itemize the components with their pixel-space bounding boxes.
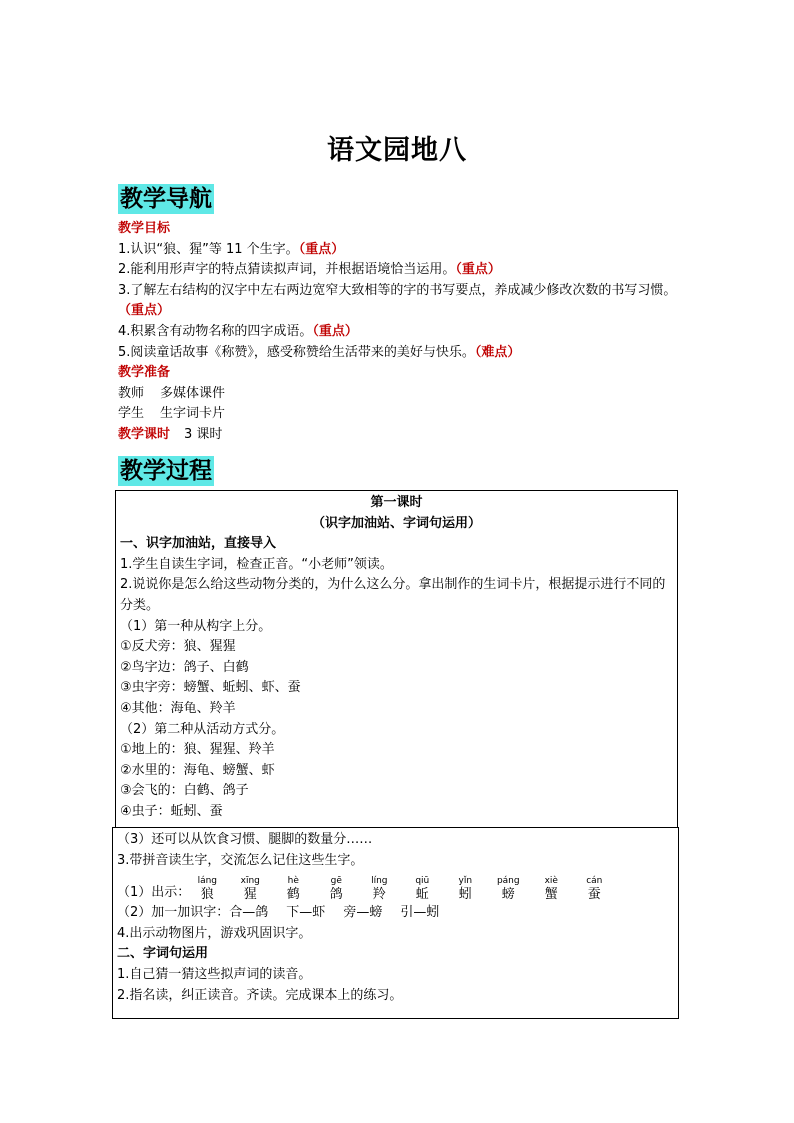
section-heading: 二、字词句运用 bbox=[117, 946, 209, 962]
goal-item: 4.积累含有动物名称的四字成语。（重点） bbox=[118, 323, 358, 339]
text-line: 4.出示动物图片，游戏巩固识字。 bbox=[117, 925, 312, 941]
pinyin-char: qiū 蚯 bbox=[415, 876, 430, 903]
pinyin-char: xīng 猩 bbox=[240, 876, 260, 903]
text-line: ④其他：海龟、羚羊 bbox=[120, 700, 236, 716]
pinyin-char: páng 螃 bbox=[496, 876, 520, 903]
pinyin-char: yǐn 蚓 bbox=[458, 876, 473, 903]
lesson-box-1 bbox=[115, 490, 678, 828]
text-line: （3）还可以从饮食习惯、腿脚的数量分…… bbox=[117, 832, 373, 847]
goal-item: 1.认识“狼、猩”等 11 个生字。（重点） bbox=[118, 241, 345, 257]
text-line: ①反犬旁：狼、猩猩 bbox=[120, 639, 236, 655]
text-line: 2.指名读，纠正读音。齐读。完成课本上的练习。 bbox=[117, 987, 403, 1003]
goal-item: 5.阅读童话故事《称赞》，感受称赞给生活带来的美好与快乐。（难点） bbox=[118, 344, 521, 360]
pinyin-char: líng 羚 bbox=[371, 876, 388, 903]
prep-item: 教师 多媒体课件 bbox=[118, 385, 226, 401]
text-line: ③会飞的：白鹤、鸽子 bbox=[120, 783, 249, 799]
text-line: ②水里的：海龟、螃蟹、虾 bbox=[120, 762, 275, 778]
page-title: 语文园地八 bbox=[327, 135, 467, 166]
process-heading: 教学过程 bbox=[120, 457, 212, 484]
goal-item: 2.能利用形声字的特点猜读拟声词，并根据语境恰当运用。（重点） bbox=[118, 262, 501, 278]
lesson-box-2 bbox=[112, 827, 679, 1019]
section-heading: 一、识字加油站，直接导入 bbox=[120, 536, 277, 552]
text-line: 2.说说你是怎么给这些动物分类的，为什么这么分。拿出制作的生词卡片，根据提示进行不同的分类。 bbox=[120, 577, 666, 613]
text-line: 3.带拼音读生字，交流怎么记住这些生字。 bbox=[117, 852, 364, 868]
prep-item: 学生 生字词卡片 bbox=[118, 406, 226, 422]
text-line: ③虫字旁：螃蟹、蚯蚓、虾、蚕 bbox=[120, 680, 301, 696]
text-line: （1）第一种从构字上分。 bbox=[120, 618, 272, 634]
pinyin-char: cán 蚕 bbox=[586, 876, 603, 903]
pinyin-char: xiè 蟹 bbox=[544, 876, 558, 903]
nav-heading: 教学导航 bbox=[120, 185, 212, 212]
pinyin-char: gē 鸽 bbox=[329, 876, 343, 903]
text-line: 1.自己猜一猜这些拟声词的读音。 bbox=[117, 966, 312, 982]
pinyin-char: hè 鹤 bbox=[286, 876, 300, 903]
lesson-subtitle: （识字加油站、字词句运用） bbox=[311, 515, 481, 531]
text-line: 1.学生自读生字词，检查正音。“小老师”领读。 bbox=[120, 556, 393, 572]
text-line: ②鸟字边：鸽子、白鹤 bbox=[120, 659, 249, 675]
text-line: ④虫子：蚯蚓、蚕 bbox=[120, 803, 223, 819]
goals-heading: 教学目标 bbox=[118, 221, 171, 236]
text-line: ①地上的：狼、猩猩、羚羊 bbox=[120, 742, 275, 758]
hours-row: 教学课时 3 课时 bbox=[118, 426, 223, 442]
text-line: （2）第二种从活动方式分。 bbox=[120, 721, 285, 737]
pinyin-label: （1）出示： bbox=[117, 884, 191, 900]
pinyin-char: láng 狼 bbox=[197, 876, 217, 903]
goal-item: 3.了解左右结构的汉字中左右两边宽窄大致相等的字的书写要点，养成减少修改次数的书写习惯。（重点） bbox=[118, 282, 677, 319]
add-chars-row: （2）加一加识字：合—鸽 下—虾 旁—螃 引—蚓 bbox=[117, 905, 440, 921]
lesson-title: 第一课时 bbox=[370, 495, 423, 510]
pinyin-chars-row bbox=[117, 873, 674, 903]
prep-heading: 教学准备 bbox=[118, 365, 171, 381]
teaching-guide bbox=[118, 219, 678, 446]
